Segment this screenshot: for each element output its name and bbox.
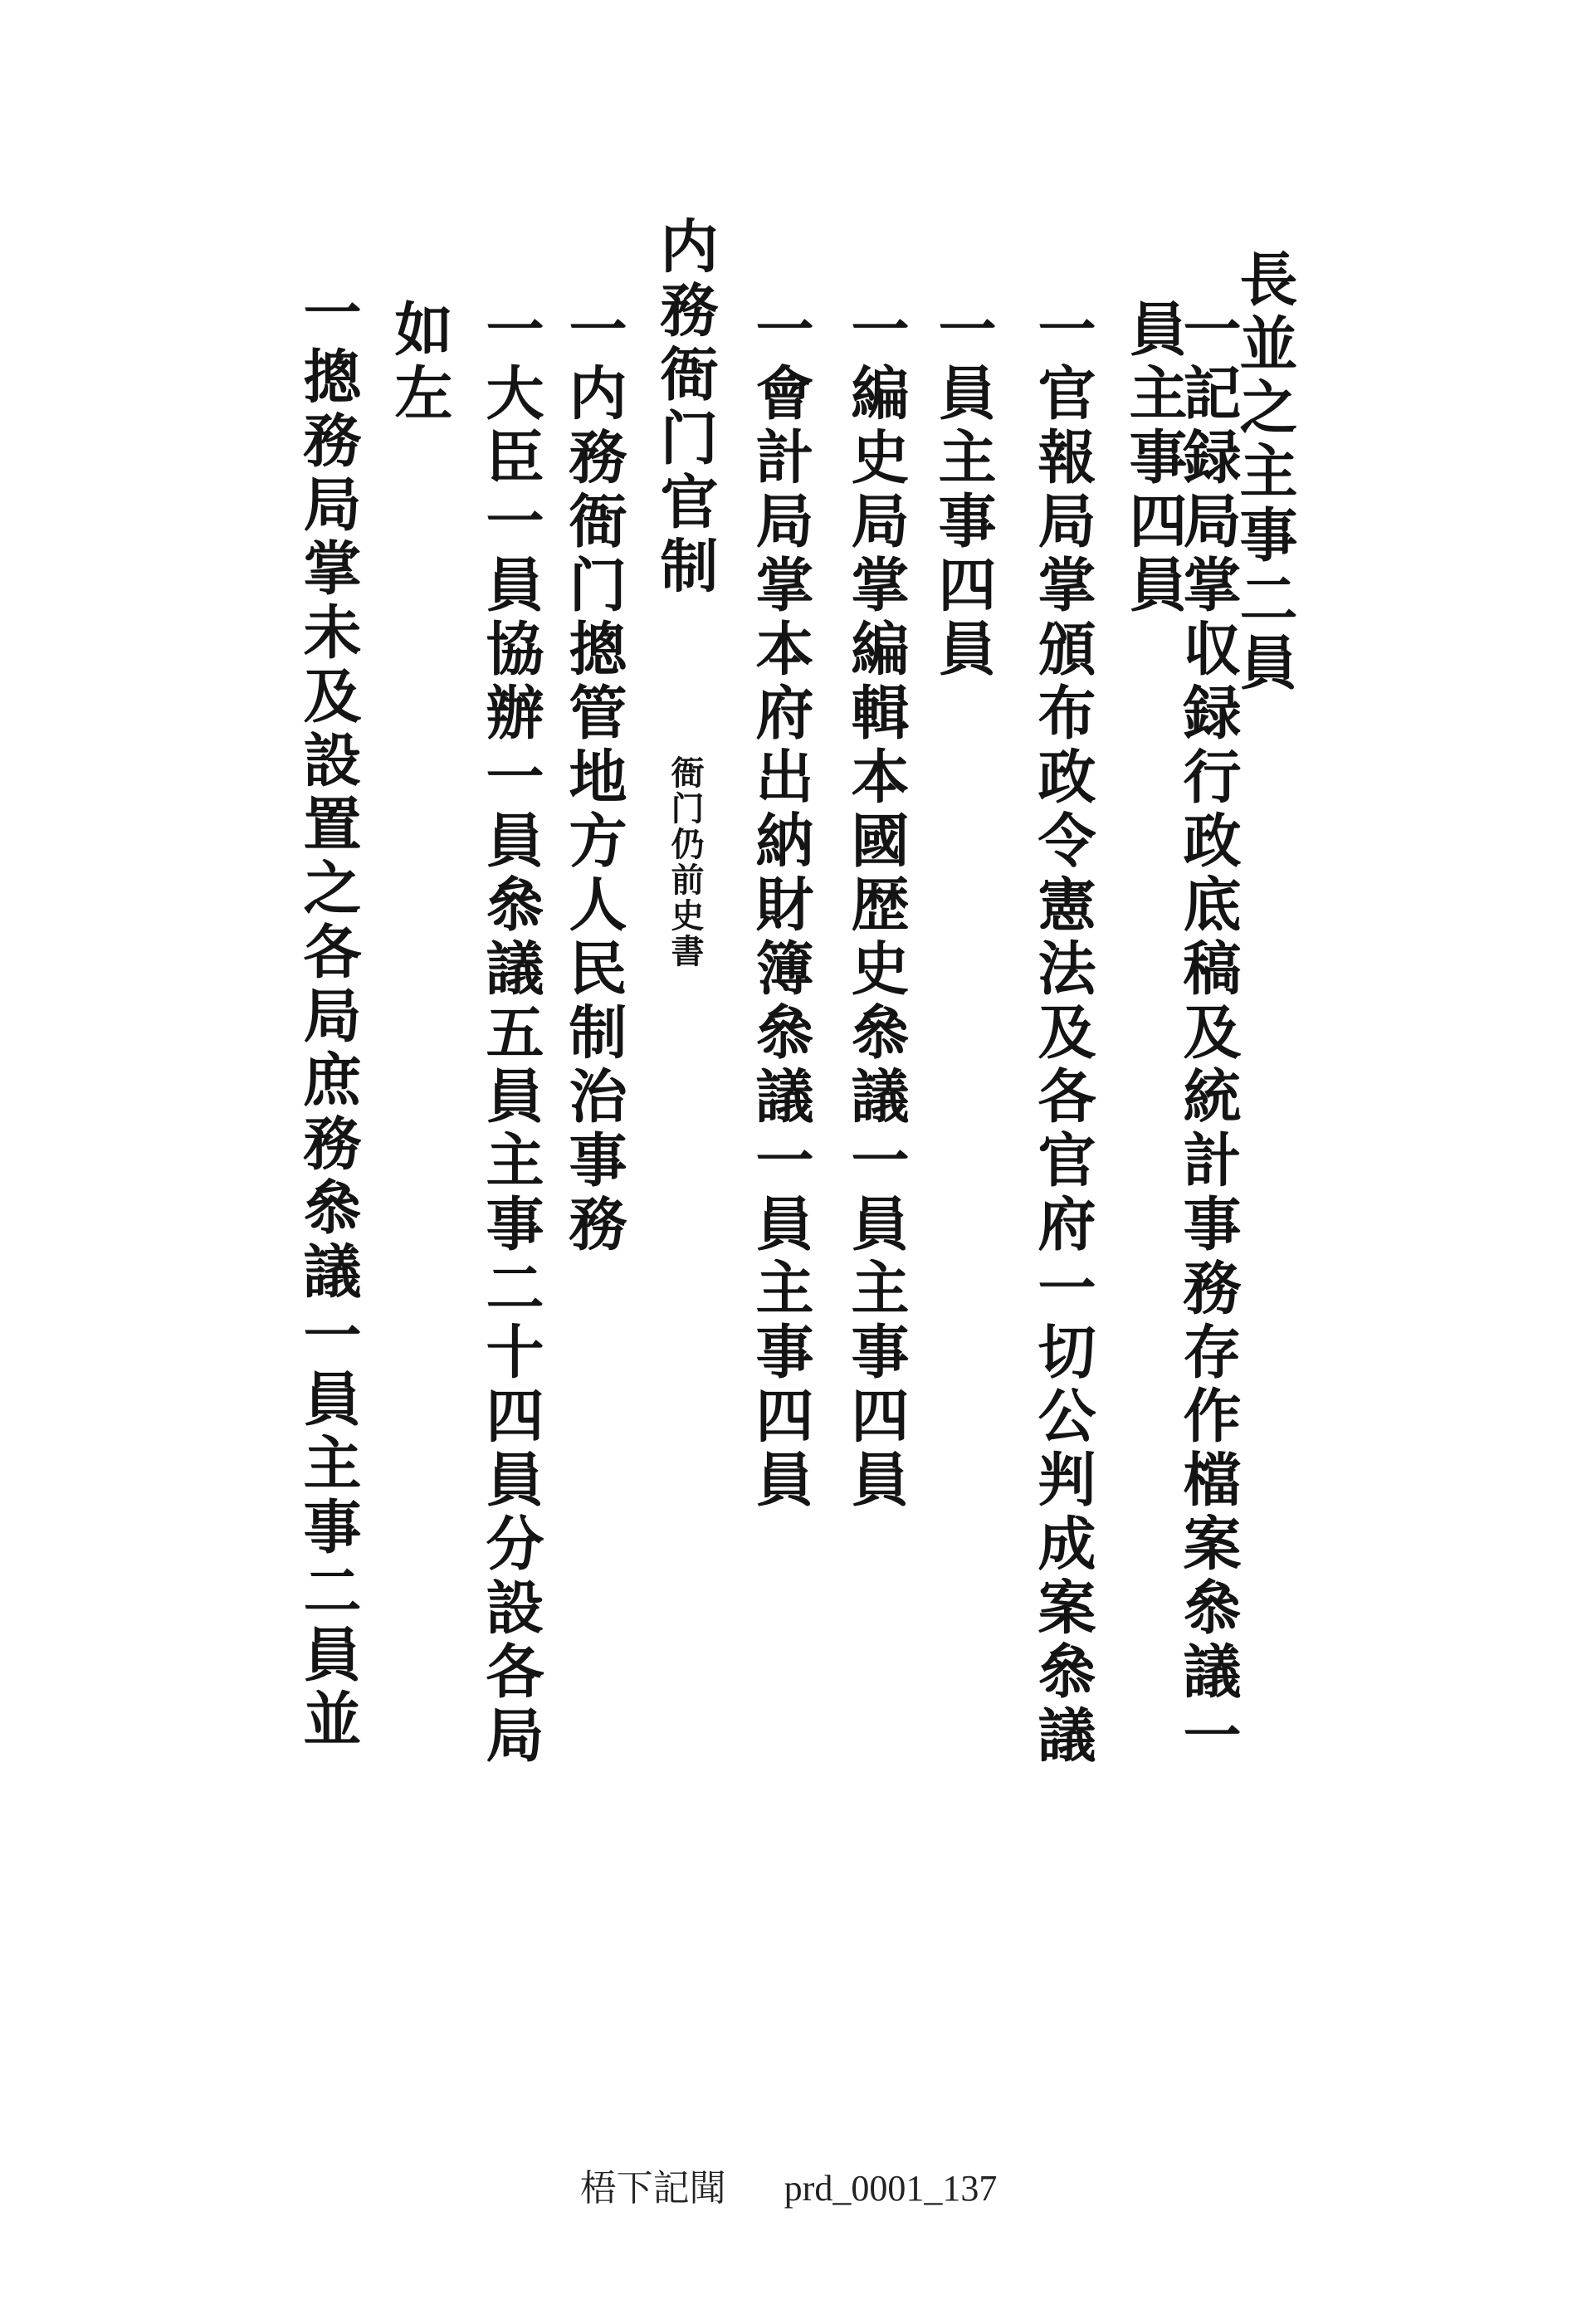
text-column-9: 一内務衙门摠管地方人民制治事務	[559, 299, 628, 1257]
book-title: 梧下記聞	[579, 2168, 726, 2209]
text-column-3: 員主事四員	[1120, 299, 1189, 618]
text-column-1: 長並之主事二員	[1230, 249, 1299, 696]
text-column-7: 一會計局掌本府出納財簿叅議一員主事四員	[746, 299, 815, 1513]
page-id: prd_0001_137	[784, 2168, 998, 2209]
page-footer	[0, 2158, 1577, 2211]
text-column-5: 一員主事四員	[929, 299, 998, 682]
text-column-4: 一官報局掌頒布政令憲法及各官府一切公判成案叅議	[1028, 299, 1097, 1769]
text-column-10: 一大臣一員協辦一員叅議五員主事二十四員分設各局	[476, 299, 545, 1769]
text-column-6: 一編史局掌編輯本國歴史叅議一員主事四員	[842, 299, 911, 1513]
text-column-11: 如左	[385, 299, 454, 427]
text-column-12: 一摠務局掌未及設置之各局庶務叅議一員主事二員並	[294, 282, 363, 1752]
text-column-annotation: 衙门仍前史書	[666, 755, 705, 969]
text-column-2: 一記録局掌収録行政底稿及統計事務存作檔案叅議一	[1174, 299, 1243, 1769]
text-column-heading: 内務衙门官制	[651, 216, 720, 599]
